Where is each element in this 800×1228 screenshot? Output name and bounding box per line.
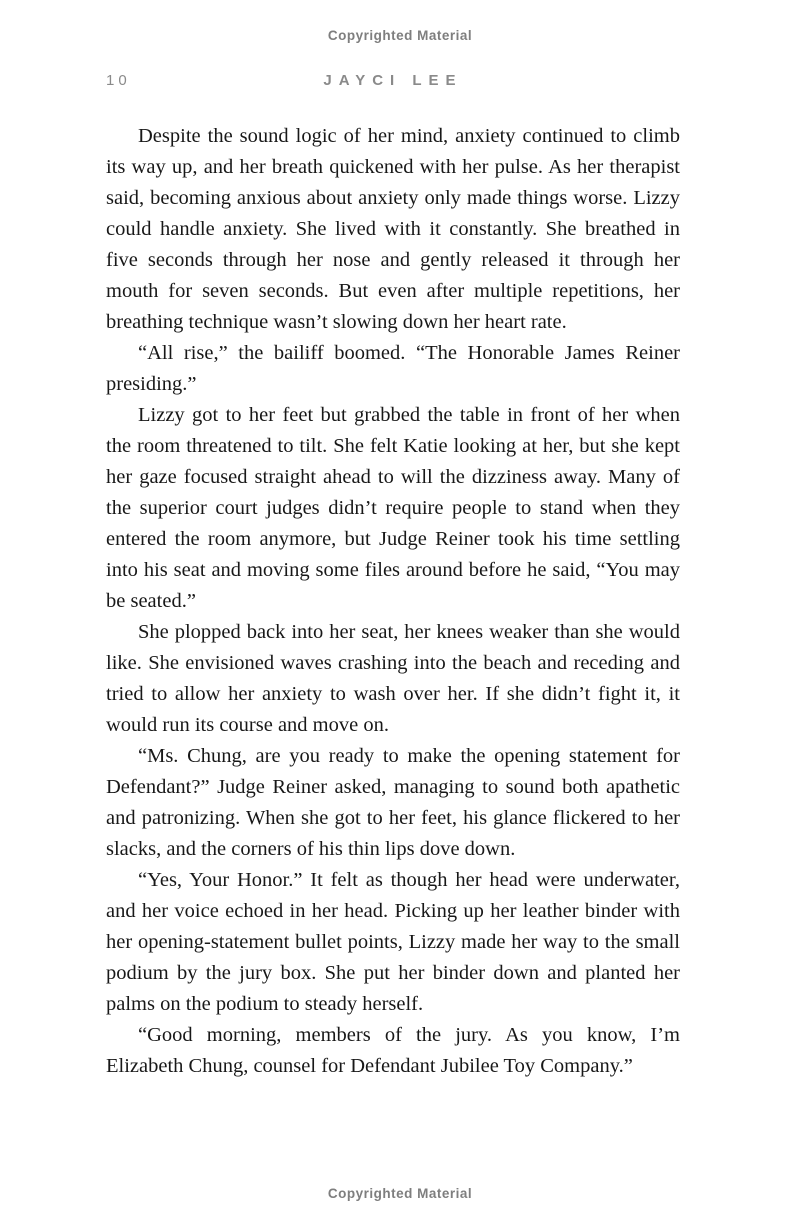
paragraph-4: She plopped back into her seat, her knees weaker than she would like. She envisioned waves crashing into the beach and receding and tried to allow her anxiety to wash over her. If she didn’t fight it, it would run its course and move on. [106,621,680,736]
paragraph-2: “All rise,” the bailiff boomed. “The Honorable James Reiner presiding.” [106,342,680,395]
copyright-notice-top: Copyrighted Material [327,28,473,43]
running-header [106,72,680,94]
body-text [106,121,680,1082]
paragraph-5: “Ms. Chung, are you ready to make the opening statement for Defendant?” Judge Reiner asked, managing to sound both apathetic and patronizing. When she got to her feet, his glance flickered to her slacks, and the corners of his thin lips dove down. [106,745,680,860]
paragraph-3: Lizzy got to her feet but grabbed the table in front of her when the room threatened to tilt. She felt Katie looking at her, but she kept her gaze focused straight ahead to will the dizziness away. Many of the superior court judges didn’t require people to stand when they entered the room anymore, but Judge Reiner took his time settling into his seat and moving some files around before he said, “You may be seated.” [106,404,680,612]
paragraph-1: Despite the sound logic of her mind, anxiety continued to climb its way up, and her breath quickened with her pulse. As her therapist said, becoming anxious about anxiety only made things worse. Lizzy could handle anxiety. She lived with it constantly. She breathed in five seconds through her nose and gently released it through her mouth for seven seconds. But even after multiple repetitions, her breathing technique wasn’t slowing down her heart rate. [106,125,680,333]
running-header-author: JAYCI LEE [323,72,463,89]
paragraph-6: “Yes, Your Honor.” It felt as though her head were underwater, and her voice echoed in her head. Picking up her leather binder with her opening-statement bullet points, Lizzy made her way to the small podium by the jury box. She put her binder down and planted her palms on the podium to steady herself. [106,869,680,1015]
copyright-notice-bottom: Copyrighted Material [327,1186,473,1201]
page-number: 10 [106,72,131,89]
paragraph-7: “Good morning, members of the jury. As you know, I’m Elizabeth Chung, counsel for Defendant Jubilee Toy Company.” [106,1024,680,1077]
